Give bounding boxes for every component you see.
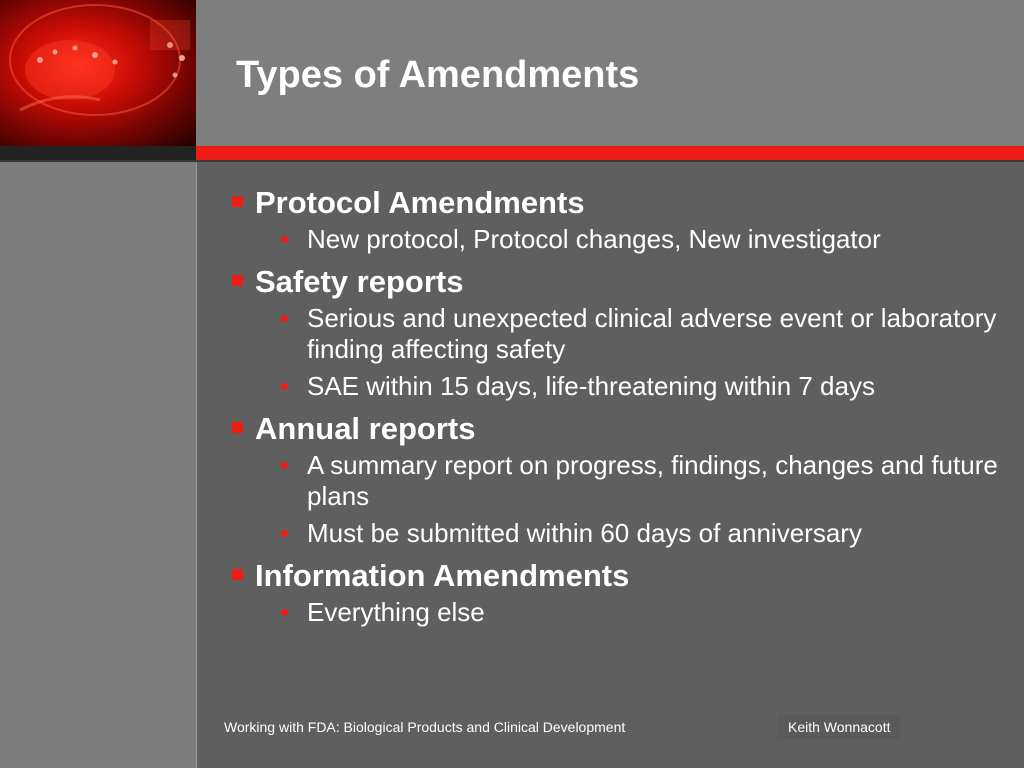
square-bullet-icon (232, 275, 243, 286)
sub-bullet (229, 597, 1009, 628)
dot-bullet-icon (281, 609, 288, 616)
dot-bullet-icon (281, 530, 288, 537)
list-item (229, 261, 1009, 402)
bullet-heading-text: Safety reports (255, 264, 464, 299)
sub-bullet (229, 518, 1009, 549)
sub-bullet-text: A summary report on progress, findings, changes and future plans (307, 450, 998, 511)
sub-bullet (229, 450, 1009, 512)
dot-bullet-icon (281, 236, 288, 243)
dot-bullet-icon (281, 315, 288, 322)
bullet-heading-text: Information Amendments (255, 558, 630, 593)
bullet-heading (229, 555, 1009, 597)
slide-header (0, 0, 1024, 146)
bullet-heading-text: Protocol Amendments (255, 185, 585, 220)
sub-bullet (229, 224, 1009, 255)
left-side-panel (0, 162, 197, 768)
sub-bullet-text: Everything else (307, 597, 485, 627)
sub-bullet-text: SAE within 15 days, life-threatening within 7 days (307, 371, 875, 401)
list-item (229, 182, 1009, 255)
sub-bullet (229, 371, 1009, 402)
dot-bullet-icon (281, 462, 288, 469)
sub-bullet-text: Serious and unexpected clinical adverse event or laboratory finding affecting safety (307, 303, 997, 364)
sub-bullet (229, 303, 1009, 365)
bullet-heading-text: Annual reports (255, 411, 476, 446)
list-item (229, 408, 1009, 549)
bullet-heading (229, 408, 1009, 450)
bullet-heading (229, 182, 1009, 224)
circuit-pattern-icon (0, 0, 196, 146)
bullet-list (229, 182, 1009, 634)
sub-bullet-text: New protocol, Protocol changes, New investigator (307, 224, 881, 254)
dot-bullet-icon (281, 383, 288, 390)
square-bullet-icon (232, 422, 243, 433)
sub-bullet-text: Must be submitted within 60 days of anniversary (307, 518, 862, 548)
square-bullet-icon (232, 569, 243, 580)
slide-body (197, 162, 1024, 768)
square-bullet-icon (232, 196, 243, 207)
slide-title: Types of Amendments (236, 54, 640, 96)
footer-presentation-title: Working with FDA: Biological Products and Clinical Development (224, 719, 626, 735)
list-item (229, 555, 1009, 628)
bullet-heading (229, 261, 1009, 303)
header-decorative-image (0, 0, 196, 146)
footer-author: Keith Wonnacott (778, 715, 900, 739)
